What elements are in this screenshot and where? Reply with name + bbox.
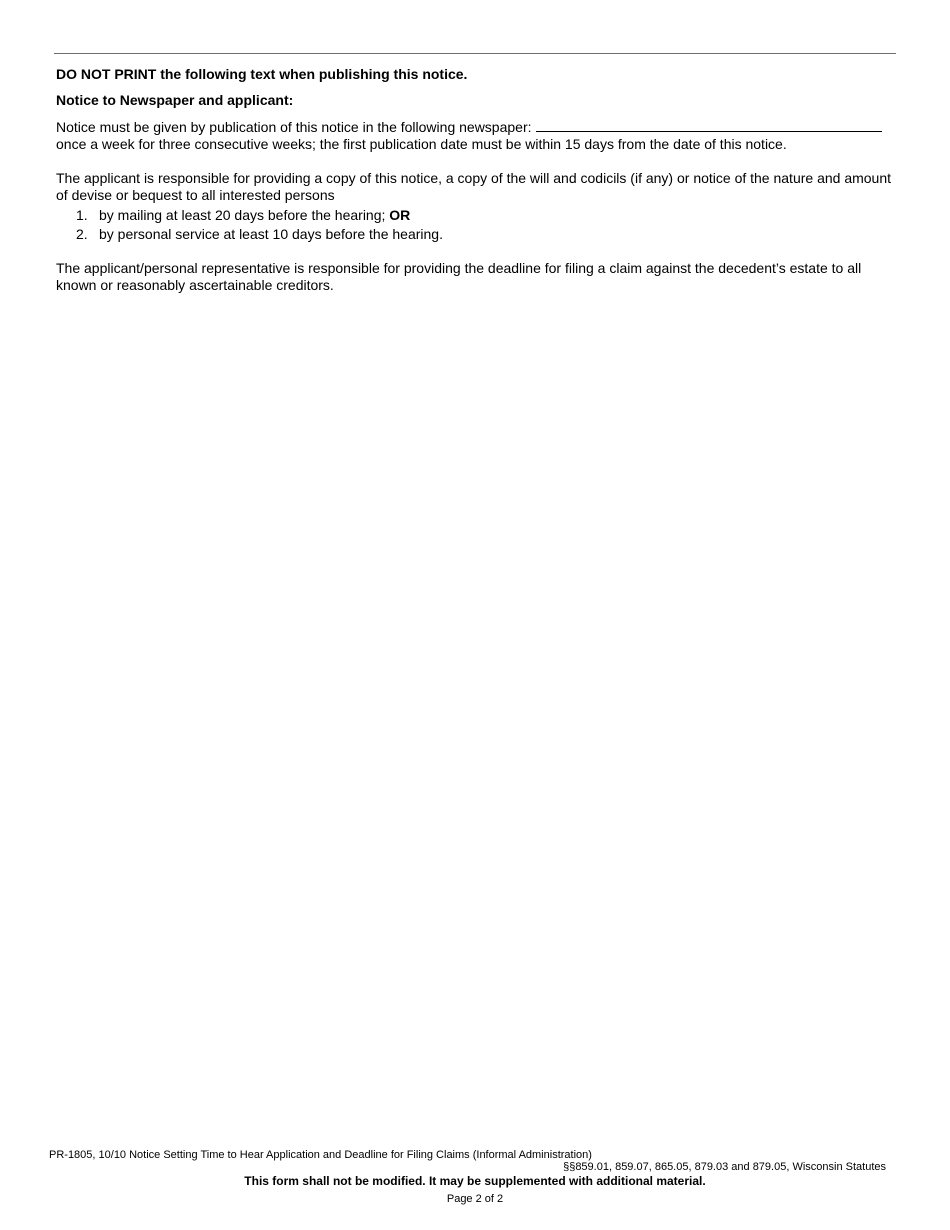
statutes-reference: §§859.01, 859.07, 865.05, 879.03 and 879.05, Wisconsin Statutes [563,1161,886,1173]
list-number: 2. [76,226,88,242]
newspaper-name-field[interactable] [536,119,882,132]
responsibility-paragraph: The applicant is responsible for providing a copy of this notice, a copy of the will and codicils (if any) or notice of the nature and amount of devise or bequest to all interested persons [56,170,892,203]
or-keyword: OR [389,207,411,223]
page-number: Page 2 of 2 [446,1193,504,1205]
list-item [56,225,896,244]
delivery-methods-list [56,206,896,244]
creditors-paragraph: The applicant/personal representative is responsible for providing the deadline for filing a claim against the decedent’s estate to all known or reasonably ascertainable creditors. [56,260,862,293]
list-number: 1. [76,207,88,223]
list-item [56,206,896,225]
newspaper-paragraph [56,119,896,153]
newspaper-applicant-heading: Notice to Newspaper and applicant: [56,92,294,108]
notice-instructions [56,66,896,294]
list-item-text: by mailing at least 20 days before the hearing; [99,207,386,223]
form-identifier: PR-1805, 10/10 Notice Setting Time to Hear Application and Deadline for Filing Claims (Informal Administration) [49,1149,592,1161]
top-divider [54,53,896,54]
newspaper-line-2: once a week for three consecutive weeks; the first publication date must be within 15 days from the date of this notice. [56,136,787,152]
modification-warning: This form shall not be modified. It may be supplemented with additional material. [244,1174,706,1188]
list-item-text: by personal service at least 10 days before the hearing. [99,226,443,242]
do-not-print-heading: DO NOT PRINT the following text when publishing this notice. [56,66,468,82]
newspaper-line-1: Notice must be given by publication of this notice in the following newspaper: [56,119,532,135]
